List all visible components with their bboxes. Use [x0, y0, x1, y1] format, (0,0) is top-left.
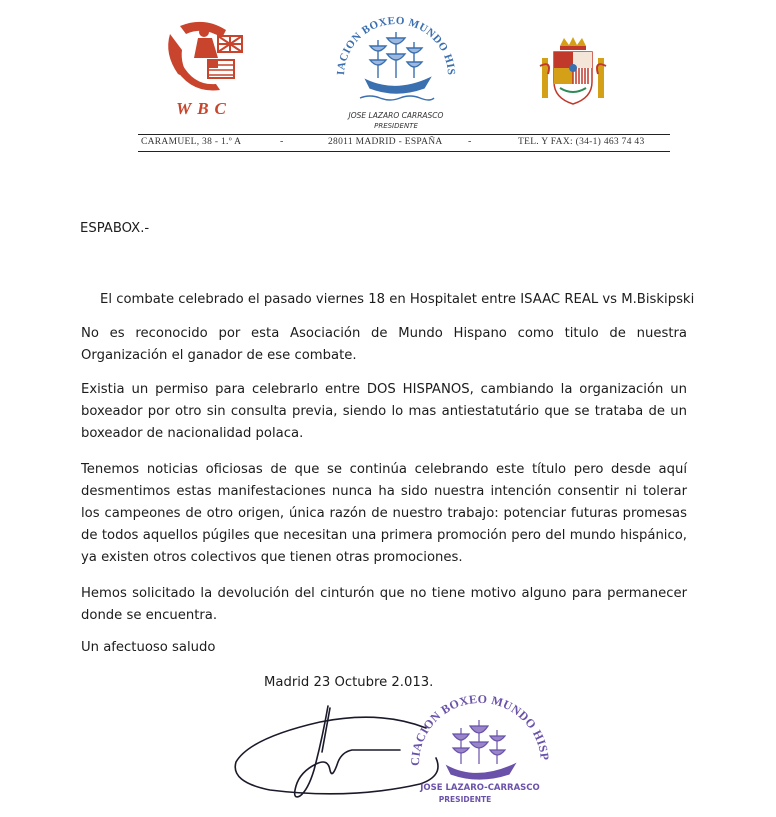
logo-president-name: JOSE LAZARO CARRASCO [348, 111, 444, 120]
logo-president-title: PRESIDENTE [374, 122, 418, 130]
stamp-president-name: JOSE LAZARO-CARRASCO [420, 783, 540, 793]
association-logo-text: IACION BOXEO MUNDO HIS [334, 14, 458, 76]
address-separator: - [280, 136, 284, 147]
closing: Un afectuoso saludo [81, 640, 216, 655]
paragraph: Tenemos noticias oficiosas de que se continúa celebrando este título pero desde aquí desmentimos estas manifestaciones nunca ha sido nuestra intención consentir ni tolerar los campeones de otro origen, única razón de nuestro trabajo: potenciar futuras promesas de todos aquellos púgiles que necesitan una primera promoción pero del mundo hispánico, ya existen otros colectivos que tienen otras promociones. [81, 462, 687, 565]
paragraph: No es reconocido por esta Asociación de Mundo Hispano como titulo de nuestra Organización el ganador de ese combate. [81, 326, 687, 363]
spanish-coat-of-arms [538, 36, 608, 112]
wbc-logo [160, 14, 252, 126]
address-street: CARAMUEL, 38 - 1.º A [141, 137, 242, 147]
association-stamp [405, 688, 555, 810]
date-line: Madrid 23 Octubre 2.013. [264, 675, 434, 690]
address-bar [138, 134, 670, 154]
address-separator: - [468, 136, 472, 147]
address-city: 28011 MADRID - ESPAÑA [328, 137, 443, 147]
address-bottom-rule [138, 151, 670, 152]
stamp-association-text: CIACION BOXEO MUNDO HISP [407, 691, 552, 767]
association-logo [330, 6, 462, 134]
subject-line: El combate celebrado el pasado viernes 18 en Hospitalet entre ISAAC REAL vs M.Biskipski [100, 292, 695, 307]
paragraph: Hemos solicitado la devolución del cinturón que no tiene motivo alguno para permanecer donde se encuentra. [81, 586, 687, 623]
paragraph: Existia un permiso para celebrarlo entre DOS HISPANOS, cambiando la organización un boxeador por otro sin consulta previa, siendo lo mas antiestatutário que se trataba de un boxeador de nacionalidad polaca. [81, 382, 687, 441]
address-phone: TEL. Y FAX: (34-1) 463 74 43 [518, 137, 645, 147]
wbc-text: WBC [176, 99, 232, 118]
salutation: ESPABOX.- [80, 221, 150, 236]
address-top-rule [138, 134, 670, 135]
stamp-president-title: PRESIDENTE [438, 795, 492, 804]
